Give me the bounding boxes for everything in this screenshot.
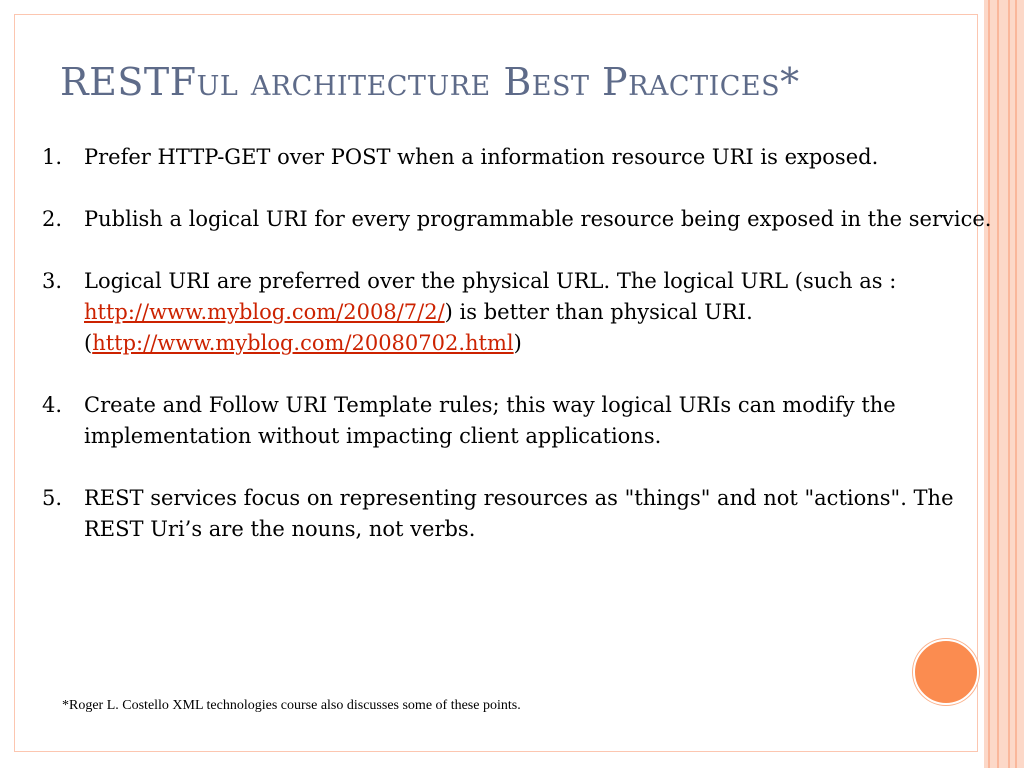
stripe-line: [1008, 0, 1010, 768]
list-item-number: 4.: [42, 393, 63, 417]
list-item-number: 3.: [42, 269, 63, 293]
list-item: [42, 142, 992, 173]
list-item-text: Prefer HTTP-GET over POST when a information resource URI is exposed.: [84, 145, 879, 169]
blog-physical-url-link[interactable]: http://www.myblog.com/20080702.html: [92, 331, 514, 355]
slide-title: RESTFul architecture Best Practices*: [60, 60, 800, 104]
list-item-text: ) is better than physical URI. (: [84, 300, 753, 355]
best-practices-list: [42, 142, 992, 576]
list-item: [42, 204, 992, 235]
list-item-text: ): [513, 331, 522, 355]
footnote: *Roger L. Costello XML technologies course also discusses some of these points.: [62, 698, 521, 713]
list-item-text: Publish a logical URI for every programmable resource being exposed in the service.: [84, 207, 992, 231]
list-item-text: Logical URI are preferred over the physical URL. The logical URL (such as :: [84, 269, 897, 293]
list-item: [42, 390, 992, 452]
list-item-number: 2.: [42, 207, 63, 231]
stripe-line: [1015, 0, 1017, 768]
list-item-text: Create and Follow URI Template rules; this way logical URIs can modify the implementation without impacting client applications.: [84, 393, 896, 448]
list-item-text: REST services focus on representing resources as "things" and not "actions". The REST Uri’s are the nouns, not verbs.: [84, 486, 954, 541]
list-item: [42, 266, 992, 359]
decorative-circle: [913, 639, 979, 705]
list-item-number: 1.: [42, 145, 63, 169]
list-item: [42, 483, 992, 545]
list-item-number: 5.: [42, 486, 63, 510]
blog-logical-url-link[interactable]: http://www.myblog.com/2008/7/2/: [84, 300, 445, 324]
stripe-line: [997, 0, 999, 768]
